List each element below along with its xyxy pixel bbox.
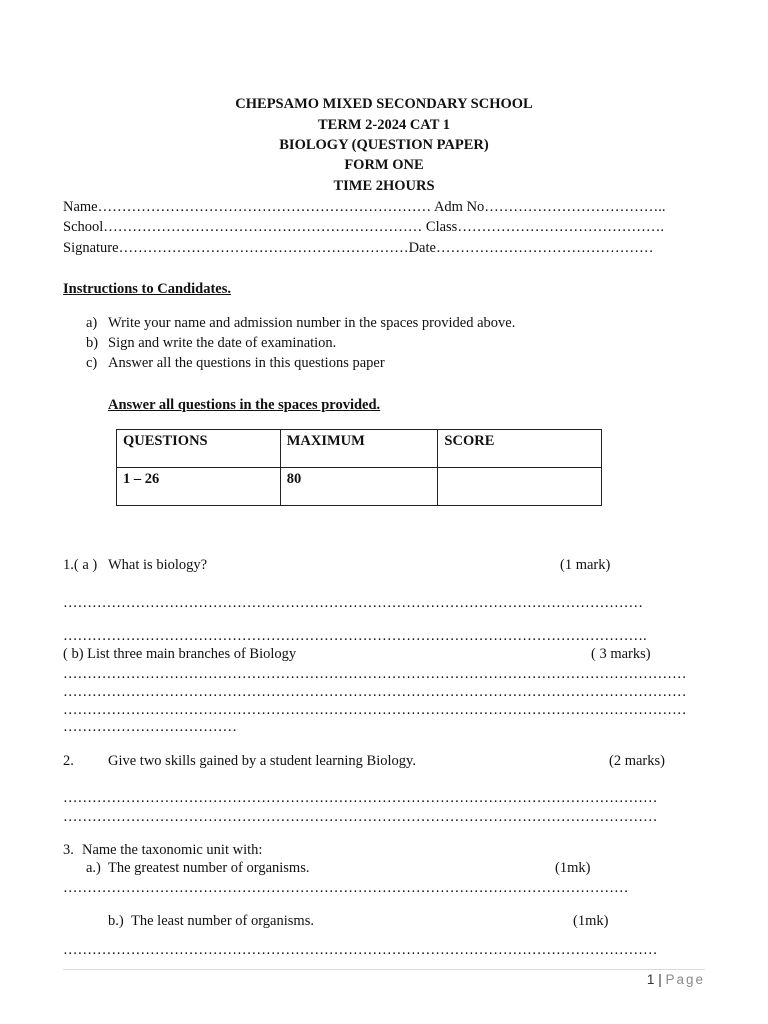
question-3a-marks: (1mk)	[555, 860, 591, 876]
answer-line[interactable]: ………………………………………………………………………………………………………….	[63, 628, 647, 644]
instruction-marker: b)	[86, 335, 99, 351]
answer-line[interactable]: …………………………………………………………………………………………………………	[63, 595, 643, 611]
score-table	[116, 429, 602, 506]
table-header-cell: MAXIMUM	[280, 430, 438, 468]
time-title: TIME 2HOURS	[333, 178, 435, 194]
instruction-item	[86, 333, 337, 353]
instruction-marker: a)	[86, 315, 98, 331]
question-1a-text: What is biology?	[108, 557, 208, 573]
question-1b-marks: ( 3 marks)	[591, 646, 651, 662]
question-2-label: 2.	[63, 753, 74, 769]
question-3-label: 3.	[63, 842, 74, 858]
school-name: CHEPSAMO MIXED SECONDARY SCHOOL	[235, 96, 533, 112]
question-1b-text: ( b) List three main branches of Biology	[63, 646, 297, 662]
score-entry-cell[interactable]	[438, 468, 602, 506]
question-3b-text: The least number of organisms.	[131, 913, 314, 929]
table-header-row	[117, 430, 602, 468]
instruction-text: Write your name and admission number in the spaces provided above.	[108, 315, 516, 331]
table-header-cell: QUESTIONS	[117, 430, 281, 468]
subject-title: BIOLOGY (QUESTION PAPER)	[279, 137, 489, 153]
table-header-cell: SCORE	[438, 430, 602, 468]
answer-line[interactable]: …………………………………………………………………………………………………………………	[63, 684, 687, 700]
question-3b-marks: (1mk)	[573, 913, 609, 929]
page-number: 1	[646, 972, 655, 987]
instruction-marker: c)	[86, 355, 98, 371]
answer-line[interactable]: ……………………………………………………………………………………………………………	[63, 809, 658, 825]
page-word: Page	[665, 972, 705, 987]
term-title: TERM 2-2024 CAT 1	[318, 117, 450, 133]
answer-line[interactable]: ……………………………………………………………………………………………………………	[63, 942, 658, 958]
question-2-text: Give two skills gained by a student learning Biology.	[108, 753, 416, 769]
page-footer	[0, 970, 705, 990]
answer-all-note: Answer all questions in the spaces provided.	[108, 397, 381, 413]
table-cell: 80	[280, 468, 438, 506]
question-1a-marks: (1 mark)	[560, 557, 611, 573]
form-title: FORM ONE	[344, 157, 424, 173]
question-2-marks: (2 marks)	[609, 753, 665, 769]
instruction-item	[86, 313, 516, 333]
question-3b-label: b.)	[108, 913, 124, 929]
page-separator: |	[658, 972, 662, 987]
question-3a-text: The greatest number of organisms.	[108, 860, 310, 876]
question-1a-label: 1.( a )	[63, 557, 98, 573]
school-class-field-line: School………………………………………………………… Class…………………………………….	[63, 219, 664, 235]
question-3-text: Name the taxonomic unit with:	[82, 842, 263, 858]
table-row	[117, 468, 602, 506]
answer-line[interactable]: …………………………………………………………………………………………………………………	[63, 702, 687, 718]
instruction-item	[86, 353, 385, 373]
instruction-text: Answer all the questions in this questions paper	[108, 355, 385, 371]
instruction-text: Sign and write the date of examination.	[108, 335, 337, 351]
instructions-heading: Instructions to Candidates.	[63, 281, 231, 297]
question-3a-label: a.)	[86, 860, 101, 876]
table-cell: 1 – 26	[117, 468, 281, 506]
answer-line[interactable]: ………………………………………………………………………………………………………	[63, 880, 629, 896]
answer-line[interactable]: ………………………………	[63, 719, 237, 735]
name-adm-field-line: Name…………………………………………………………… Adm No………………………………..	[63, 199, 666, 215]
answer-line[interactable]: ……………………………………………………………………………………………………………	[63, 790, 658, 806]
signature-date-field-line: Signature……………………………………………………Date………………………………………	[63, 240, 654, 256]
answer-line[interactable]: …………………………………………………………………………………………………………………	[63, 666, 687, 682]
